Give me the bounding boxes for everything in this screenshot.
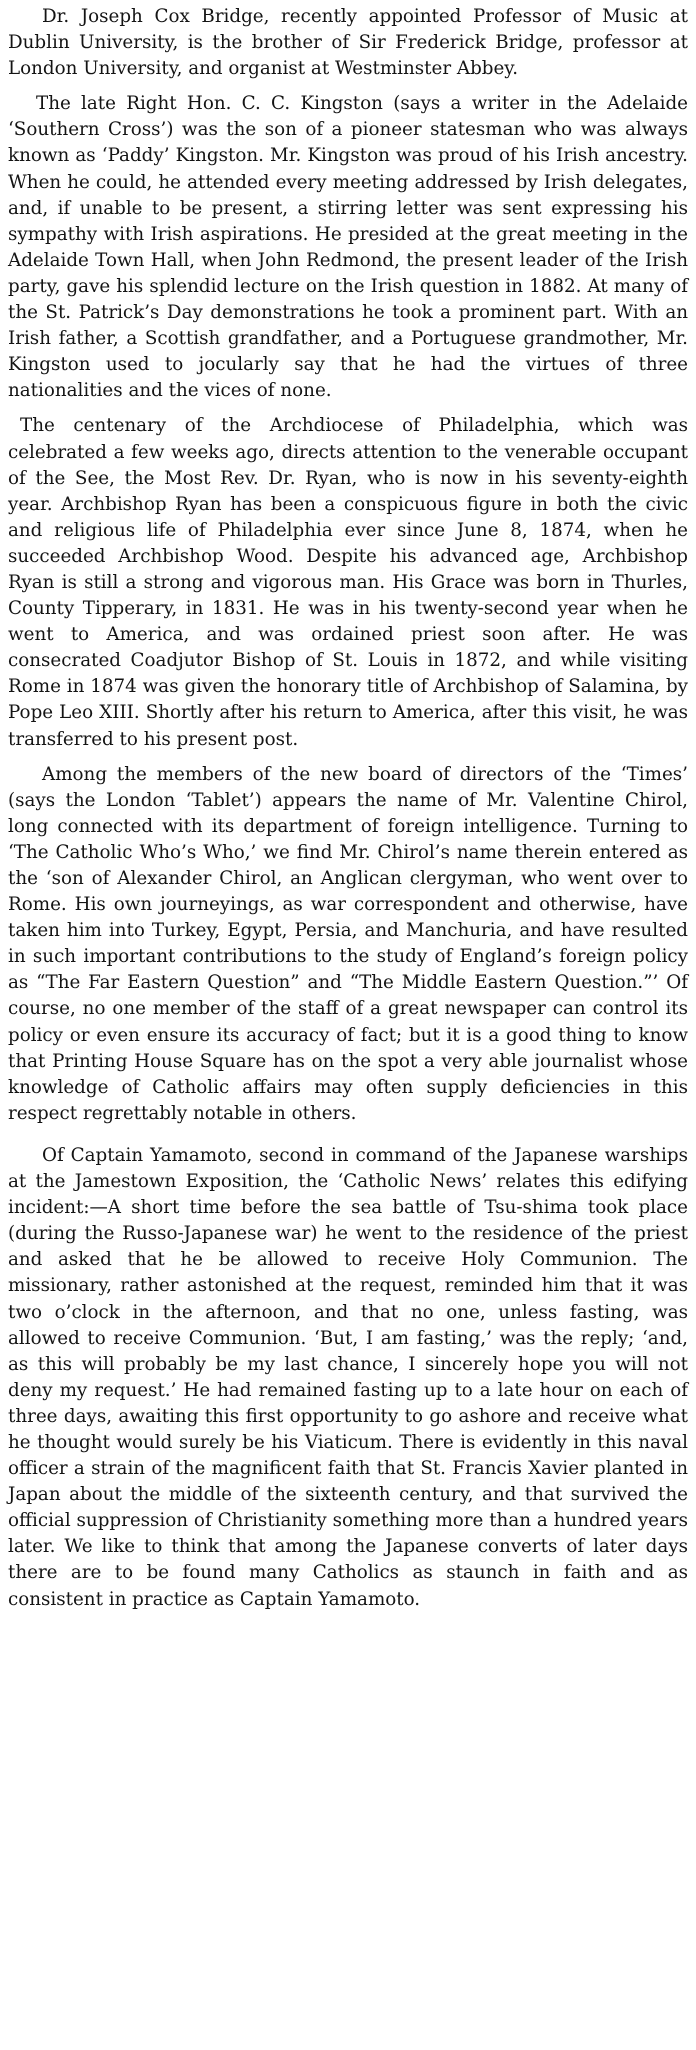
paragraph-kingston: The late Right Hon. C. C. Kingston (says a writer in the Adelaide ‘Southern Cross’) was the son of a pioneer statesman who was always known as ‘Paddy’ Kingston. Mr. Kingston was proud of his Irish ancestry. When he could, he attended every meeting addressed by Irish delegates, and, if unable to be present, a stirring letter was sent expressing his sympathy with Irish aspirations. He presided at the great meeting in the Adelaide Town Hall, when John Redmond, the present leader of the Irish party, gave his splendid lecture on the Irish question in 1882. At many of the St. Patrick’s Day demonstrations he took a prominent part. With an Irish father, a Scottish grandfather, and a Portuguese grandmother, Mr. Kingston used to jocularly say that he had the virtues of three nationalities and the vices of none. [8, 93, 688, 402]
paragraph-archbishop-ryan: The centenary of the Archdiocese of Philadelphia, which was celebrated a few weeks ago, directs attention to the venerable occupant of the See, the Most Rev. Dr. Ryan, who is now in his seventy-eighth year. Archbishop Ryan has been a conspicuous figure in both the civic and religious life of Philadelphia ever since June 8, 1874, when he succeeded Archbishop Wood. Despite his advanced age, Archbishop Ryan is still a strong and vigorous man. His Grace was born in Thurles, County Tipperary, in 1831. He was in his twenty-second year when he went to America, and was ordained priest soon after. He was consecrated Coadjutor Bishop of St. Louis in 1872, and while visiting Rome in 1874 was given the honorary title of Archbishop of Salamina, by Pope Leo XIII. Shortly after his return to America, after this visit, he was transferred to his present post. [8, 415, 688, 750]
paragraph-bridge: Dr. Joseph Cox Bridge, recently appointed Professor of Music at Dublin University, is the brother of Sir Frederick Bridge, professor at London University, and organist at Westminster Abbey. [8, 6, 688, 80]
paragraph-chirol: Among the members of the new board of directors of the ‘Times’ (says the London ‘Tablet’) appears the name of Mr. Valentine Chirol, long connected with its department of foreign intelligence. Turning to ‘The Catholic Who’s Who,’ we find Mr. Chirol’s name therein entered as the ‘son of Alexander Chirol, an Anglican clergyman, who went over to Rome. His own journeyings, as war correspondent and otherwise, have taken him into Turkey, Egypt, Persia, and Manchuria, and have resulted in such important contributions to the study of England’s foreign policy as “The Far Eastern Question” and “The Middle Eastern Question.”’ Of course, no one member of the staff of a great newspaper can control its policy or even ensure its accuracy of fact; but it is a good thing to know that Printing House Square has on the spot a very able journalist whose knowledge of Catholic affairs may often supply deficiencies in this respect regrettably notable in others. [8, 763, 688, 1124]
paragraph-yamamoto: Of Captain Yamamoto, second in command of the Japanese warships at the Jamestown Exposition, the ‘Catholic News’ relates this edifying incident:—A short time before the sea battle of Tsu-shima took place (during the Russo-Japanese war) he went to the residence of the priest and asked that he be allowed to receive Holy Communion. The missionary, rather astonished at the request, reminded him that it was two o’clock in the afternoon, and that no one, unless fasting, was allowed to receive Communion. ‘But, I am fasting,’ was the reply; ‘and, as this will probably be my last chance, I sincerely hope you will not deny my request.’ He had remained fasting up to a late hour on each of three days, awaiting this first opportunity to go ashore and receive what he thought would surely be his Viaticum. There is evidently in this naval officer a strain of the magnificent faith that St. Francis Xavier planted in Japan about the middle of the sixteenth century, and that survived the official suppression of Christianity something more than a hundred years later. We like to think that among the Japanese converts of later days there are to be found many Catholics as staunch in faith and as consistent in practice as Captain Yamamoto. [8, 1144, 688, 1610]
